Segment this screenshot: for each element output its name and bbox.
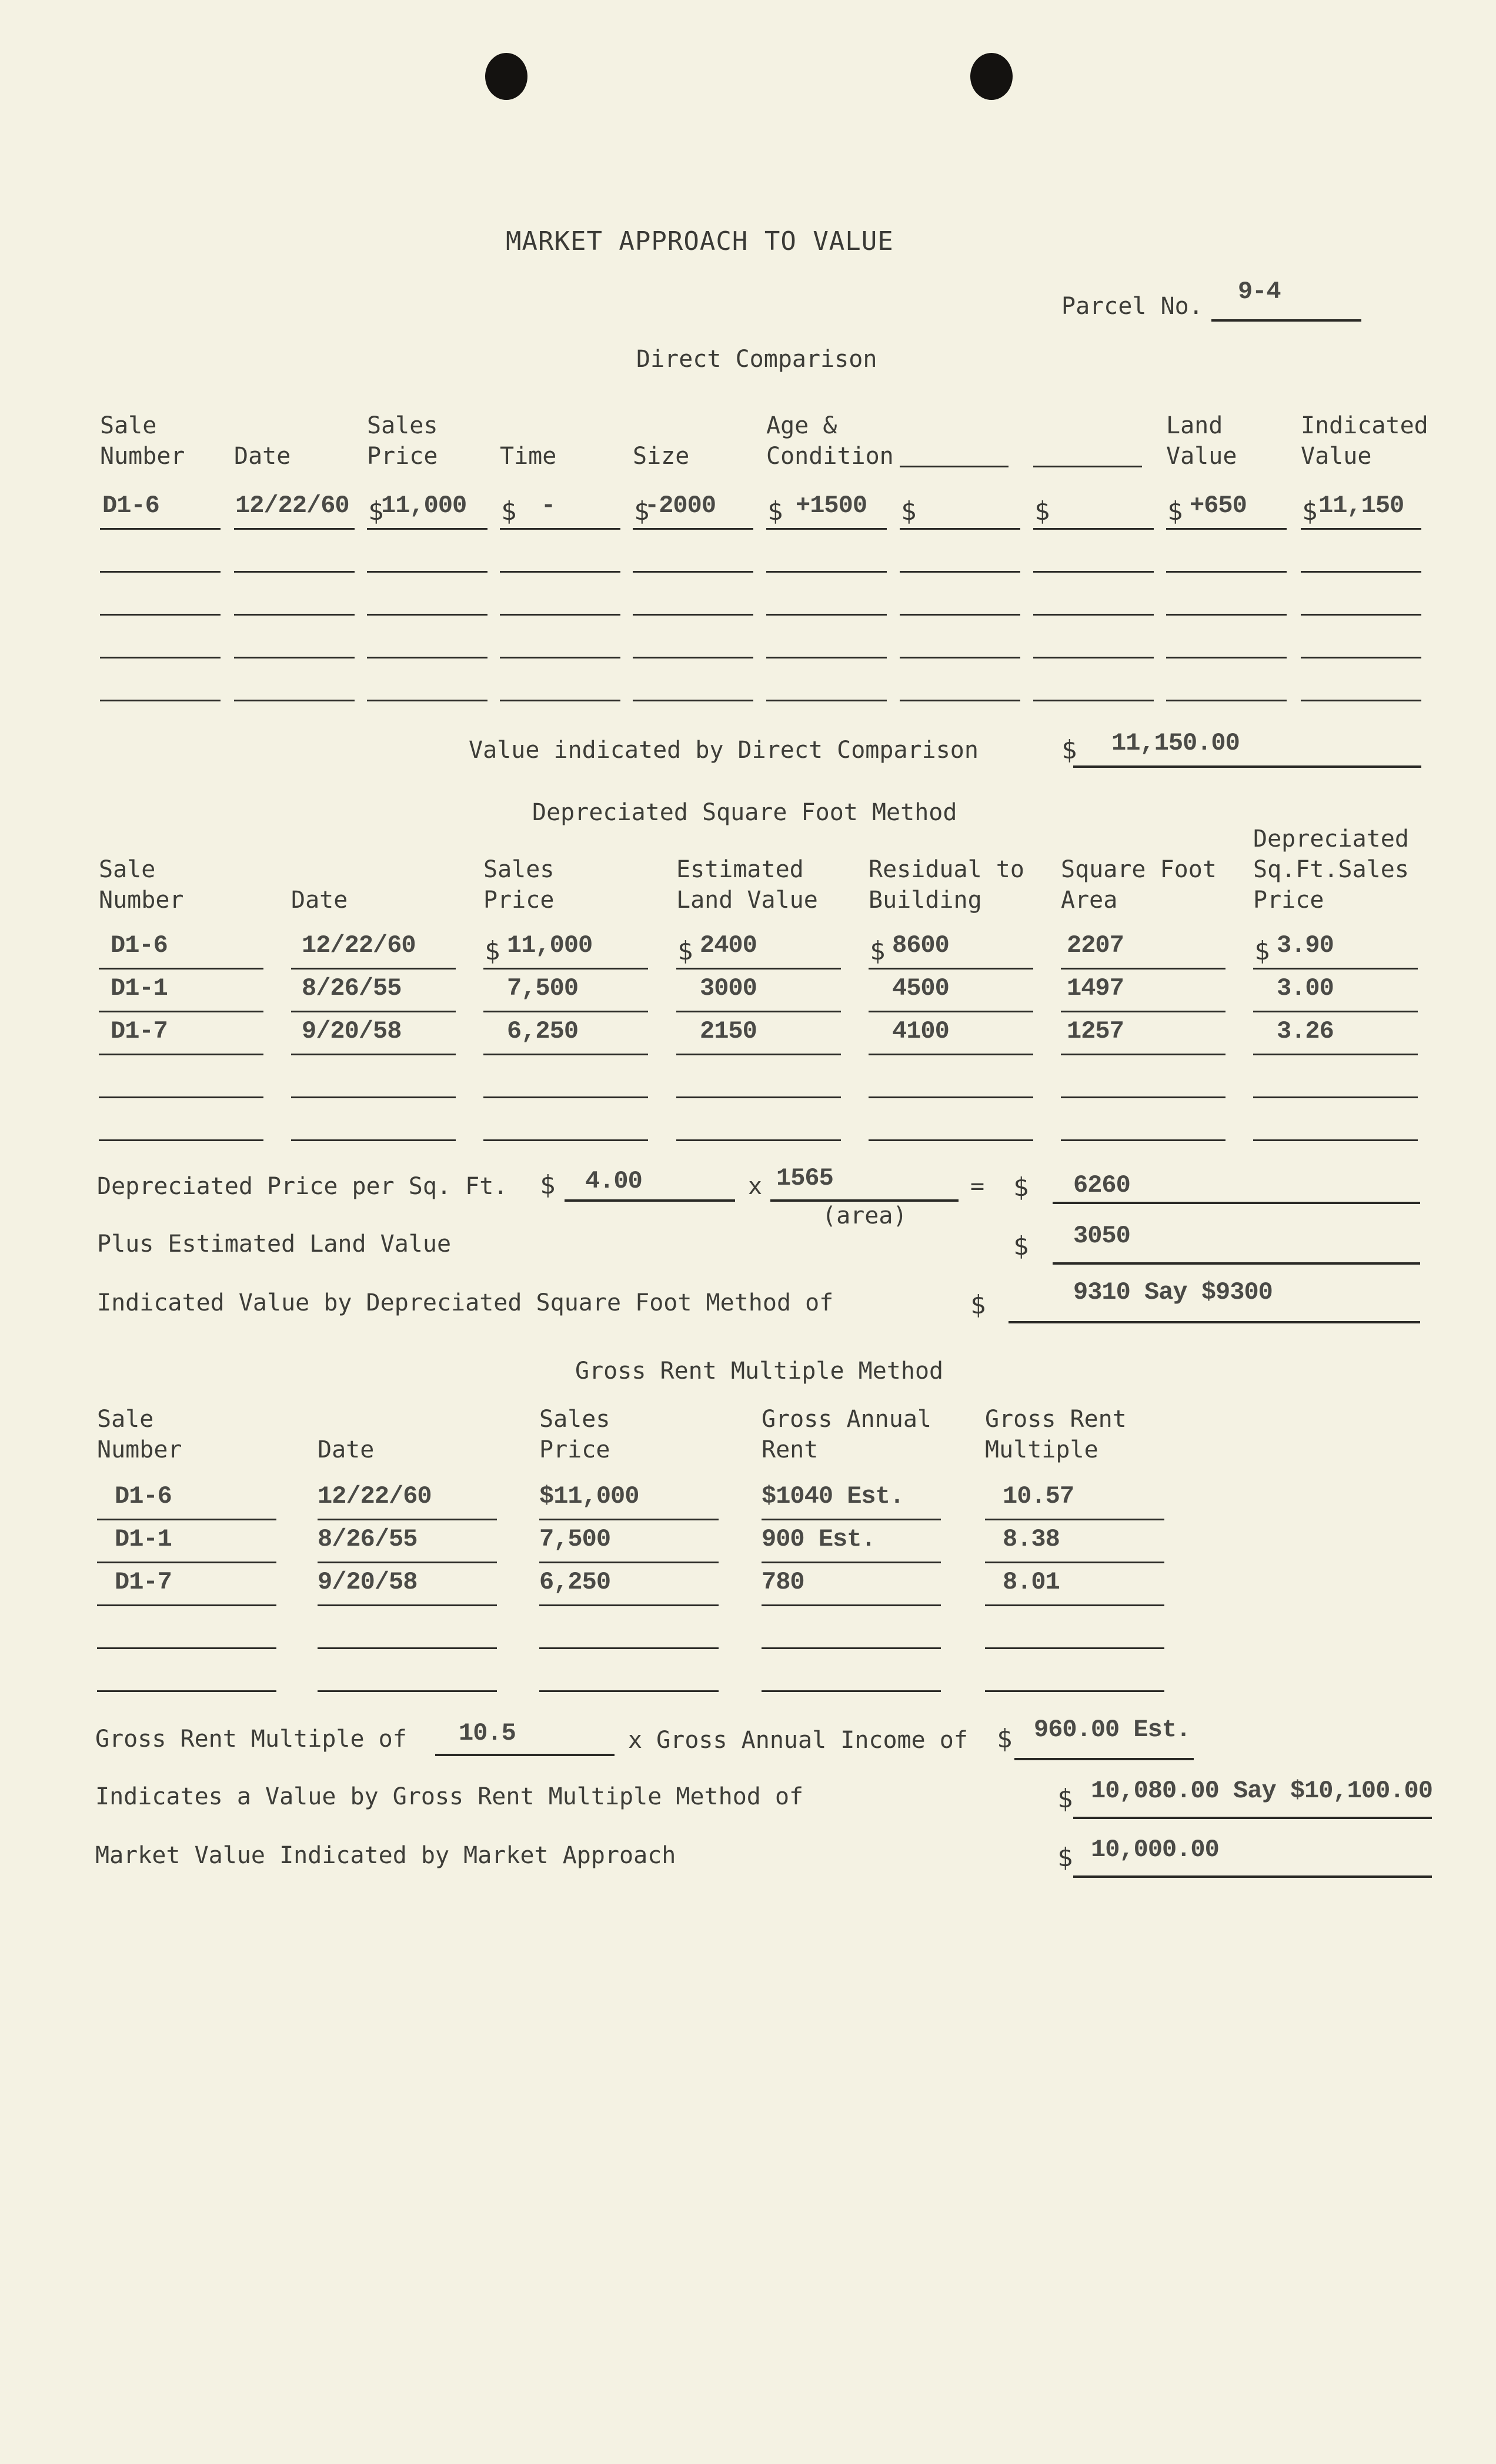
price-per-sqft-underline (565, 1199, 735, 1202)
row-underline (1166, 700, 1287, 701)
row-underline (869, 968, 1033, 969)
row-underline (900, 571, 1020, 573)
row-underline (539, 1562, 719, 1563)
row-underline (900, 528, 1020, 530)
column-header: Number (99, 887, 184, 914)
row-underline (1253, 1139, 1418, 1141)
column-header: Price (1253, 887, 1324, 914)
product-underline (1053, 1202, 1420, 1204)
row-underline (291, 1096, 456, 1098)
row-underline (900, 700, 1020, 701)
parcel-label: Parcel No. (1061, 293, 1203, 320)
column-header: Number (100, 443, 185, 470)
table-cell: 11,000 (507, 931, 593, 959)
dollar-sign: $ (901, 496, 917, 526)
row-underline (291, 1139, 456, 1141)
column-header: Value (1166, 443, 1237, 470)
row-underline (1033, 528, 1154, 530)
row-underline (500, 614, 620, 616)
row-underline (1253, 1011, 1418, 1012)
column-header: Building (869, 887, 982, 914)
table-cell: D1-6 (102, 492, 159, 520)
column-header: Gross Annual (762, 1406, 931, 1433)
column-header: Time (500, 443, 557, 470)
table-cell: D1-1 (111, 974, 168, 1002)
column-header: Date (291, 887, 348, 914)
dollar-sign: $ (970, 1290, 986, 1320)
column-header: Price (367, 443, 438, 470)
price-per-sqft-label: Depreciated Price per Sq. Ft. (97, 1173, 508, 1200)
indicates-value: 10,080.00 Say $10,100.00 (1091, 1777, 1432, 1805)
row-underline (1253, 1096, 1418, 1098)
table-cell: 11,150 (1318, 492, 1404, 520)
row-underline (318, 1604, 497, 1606)
row-underline (99, 1139, 263, 1141)
row-underline (99, 1011, 263, 1012)
indicates-value-underline (1073, 1817, 1432, 1819)
table-cell: 7,500 (507, 974, 579, 1002)
row-underline (97, 1562, 276, 1563)
table-cell: 9/20/58 (318, 1568, 418, 1596)
row-underline (869, 1096, 1033, 1098)
parcel-underline (1211, 319, 1361, 322)
row-underline (539, 1690, 719, 1692)
table-cell: +1500 (796, 492, 867, 520)
area-value: 1565 (776, 1164, 833, 1192)
table-cell: 8.38 (1003, 1525, 1060, 1553)
indicates-value-label: Indicates a Value by Gross Rent Multiple Method of (95, 1783, 804, 1810)
row-underline (676, 968, 841, 969)
row-underline (367, 571, 487, 573)
table-cell: 12/22/60 (302, 931, 416, 959)
indicated-sqft-label: Indicated Value by Depreciated Square Foot Method of (97, 1289, 834, 1316)
table-cell: D1-6 (111, 931, 168, 959)
table-cell: 8/26/55 (318, 1525, 418, 1553)
row-underline (869, 1054, 1033, 1055)
page-title: MARKET APPROACH TO VALUE (506, 226, 894, 256)
dollar-sign: $ (485, 936, 500, 966)
row-underline (367, 614, 487, 616)
row-underline (1301, 614, 1421, 616)
column-header: Indicated (1301, 412, 1428, 439)
dollar-sign: $ (501, 496, 517, 526)
blank-header-line (900, 466, 1009, 467)
table-cell: +650 (1190, 492, 1247, 520)
row-underline (762, 1690, 941, 1692)
row-underline (985, 1690, 1164, 1692)
row-underline (500, 528, 620, 530)
row-underline (291, 1011, 456, 1012)
table-cell: $1040 Est. (762, 1482, 904, 1510)
row-underline (985, 1604, 1164, 1606)
row-underline (985, 1647, 1164, 1649)
row-underline (483, 968, 648, 969)
column-header: Sale (99, 856, 156, 883)
column-header: Condition (766, 443, 894, 470)
table-cell: 4500 (892, 974, 949, 1002)
table-cell: 8/26/55 (302, 974, 402, 1002)
direct-comparison-heading: Direct Comparison (636, 346, 877, 373)
dollar-sign: $ (1057, 1784, 1073, 1814)
row-underline (291, 968, 456, 969)
dollar-sign: $ (677, 936, 693, 966)
table-cell: 2207 (1067, 931, 1124, 959)
dollar-sign: $ (1034, 496, 1050, 526)
column-header: Square Foot (1061, 856, 1217, 883)
row-underline (676, 1011, 841, 1012)
dc-result-label: Value indicated by Direct Comparison (469, 737, 979, 764)
indicated-sqft-value: 9310 Say $9300 (1073, 1278, 1273, 1306)
row-underline (234, 614, 355, 616)
table-cell: 10.57 (1003, 1482, 1074, 1510)
row-underline (1033, 657, 1154, 658)
column-header: Sales (483, 856, 555, 883)
dollar-sign: $ (1302, 496, 1318, 526)
row-underline (367, 657, 487, 658)
column-header: Date (234, 443, 291, 470)
table-cell: D1-1 (115, 1525, 172, 1553)
row-underline (500, 571, 620, 573)
row-underline (100, 700, 221, 701)
column-header: Size (633, 443, 690, 470)
row-underline (483, 1011, 648, 1012)
column-header: Estimated (676, 856, 804, 883)
row-underline (1253, 968, 1418, 969)
row-underline (234, 528, 355, 530)
market-value-label: Market Value Indicated by Market Approach (95, 1842, 676, 1869)
gross-rent-multiple-underline (435, 1754, 615, 1756)
row-underline (97, 1604, 276, 1606)
table-cell: 2400 (700, 931, 757, 959)
row-underline (766, 657, 887, 658)
row-underline (483, 1139, 648, 1141)
row-underline (318, 1562, 497, 1563)
row-underline (985, 1562, 1164, 1563)
row-underline (97, 1690, 276, 1692)
table-cell: 3000 (700, 974, 757, 1002)
row-underline (762, 1604, 941, 1606)
row-underline (633, 700, 753, 701)
table-cell: -2000 (645, 492, 716, 520)
row-underline (676, 1054, 841, 1055)
times-sign: x (748, 1173, 763, 1200)
indicated-sqft-underline (1009, 1321, 1420, 1323)
table-cell: 900 Est. (762, 1525, 876, 1553)
dollar-sign: $ (1254, 936, 1270, 966)
column-header: Sq.Ft.Sales (1253, 856, 1409, 883)
row-underline (766, 700, 887, 701)
column-header: Date (318, 1436, 375, 1463)
table-cell: 3.90 (1277, 931, 1334, 959)
row-underline (234, 571, 355, 573)
row-underline (1061, 1011, 1225, 1012)
dollar-sign: $ (368, 496, 384, 526)
gross-rent-heading: Gross Rent Multiple Method (575, 1358, 944, 1385)
row-underline (99, 1096, 263, 1098)
row-underline (1166, 614, 1287, 616)
row-underline (483, 1096, 648, 1098)
dollar-sign: $ (1061, 735, 1077, 765)
row-underline (1166, 657, 1287, 658)
row-underline (1301, 571, 1421, 573)
row-underline (100, 614, 221, 616)
table-cell: 780 (762, 1568, 804, 1596)
row-underline (633, 571, 753, 573)
dollar-sign: $ (634, 496, 650, 526)
row-underline (318, 1690, 497, 1692)
column-header: Value (1301, 443, 1372, 470)
column-header: Sale (100, 412, 157, 439)
column-header: Sales (539, 1406, 610, 1433)
row-underline (676, 1096, 841, 1098)
dollar-sign: $ (1013, 1172, 1029, 1202)
table-cell: D1-6 (115, 1482, 172, 1510)
column-header: Number (97, 1436, 182, 1463)
dollar-sign: $ (1057, 1843, 1073, 1873)
row-underline (762, 1519, 941, 1520)
row-underline (1301, 657, 1421, 658)
column-header: Residual to (869, 856, 1024, 883)
row-underline (1061, 968, 1225, 969)
row-underline (1061, 1096, 1225, 1098)
equals-sign: = (970, 1173, 985, 1200)
row-underline (633, 614, 753, 616)
row-underline (97, 1519, 276, 1520)
row-underline (500, 700, 620, 701)
row-underline (766, 614, 887, 616)
row-underline (1253, 1054, 1418, 1055)
row-underline (1061, 1139, 1225, 1141)
binder-hole-right (970, 53, 1013, 100)
blank-header-line (1033, 466, 1142, 467)
row-underline (900, 614, 1020, 616)
row-underline (500, 657, 620, 658)
column-header: Price (539, 1436, 610, 1463)
row-underline (100, 528, 221, 530)
parcel-value: 9-4 (1238, 278, 1281, 306)
row-underline (97, 1647, 276, 1649)
table-cell: 8.01 (1003, 1568, 1060, 1596)
plus-land-value: 3050 (1073, 1222, 1130, 1250)
table-cell: 2150 (700, 1017, 757, 1045)
binder-hole-left (485, 53, 527, 100)
table-cell: 7,500 (539, 1525, 611, 1553)
row-underline (1033, 700, 1154, 701)
market-value: 10,000.00 (1091, 1836, 1219, 1864)
row-underline (633, 657, 753, 658)
row-underline (539, 1604, 719, 1606)
row-underline (1166, 571, 1287, 573)
column-header: Land (1166, 412, 1223, 439)
row-underline (318, 1519, 497, 1520)
column-header: Price (483, 887, 555, 914)
column-header: Area (1061, 887, 1118, 914)
table-cell: 1257 (1067, 1017, 1124, 1045)
table-cell: 3.26 (1277, 1017, 1334, 1045)
row-underline (869, 1011, 1033, 1012)
gross-rent-multiple-value: 10.5 (459, 1719, 516, 1747)
row-underline (539, 1519, 719, 1520)
gross-income-label: x Gross Annual Income of (628, 1727, 968, 1754)
table-cell: 4100 (892, 1017, 949, 1045)
table-cell: D1-7 (111, 1017, 168, 1045)
row-underline (869, 1139, 1033, 1141)
table-cell: 9/20/58 (302, 1017, 402, 1045)
area-label: (area) (822, 1202, 907, 1229)
column-header: Age & (766, 412, 837, 439)
row-underline (99, 1054, 263, 1055)
row-underline (766, 528, 887, 530)
row-underline (1033, 614, 1154, 616)
table-cell: 3.00 (1277, 974, 1334, 1002)
row-underline (1033, 571, 1154, 573)
table-cell: 11,000 (381, 492, 467, 520)
row-underline (762, 1562, 941, 1563)
row-underline (633, 528, 753, 530)
gross-rent-multiple-label: Gross Rent Multiple of (95, 1726, 407, 1753)
row-underline (367, 528, 487, 530)
table-cell: 12/22/60 (318, 1482, 432, 1510)
row-underline (318, 1647, 497, 1649)
row-underline (1061, 1054, 1225, 1055)
dollar-sign: $ (997, 1724, 1013, 1754)
table-cell: D1-7 (115, 1568, 172, 1596)
row-underline (762, 1647, 941, 1649)
row-underline (367, 700, 487, 701)
depreciated-sqft-heading: Depreciated Square Foot Method (532, 799, 957, 826)
table-cell: 6,250 (539, 1568, 611, 1596)
product-value: 6260 (1073, 1171, 1130, 1199)
gross-income-underline (1014, 1758, 1194, 1760)
row-underline (99, 968, 263, 969)
plus-land-label: Plus Estimated Land Value (97, 1231, 452, 1258)
table-cell: $11,000 (539, 1482, 639, 1510)
dollar-sign: $ (1013, 1231, 1029, 1261)
column-header: Multiple (985, 1436, 1098, 1463)
dollar-sign: $ (1167, 496, 1183, 526)
column-header: Land Value (676, 887, 818, 914)
table-cell: 12/22/60 (235, 492, 349, 520)
row-underline (676, 1139, 841, 1141)
gross-income-value: 960.00 Est. (1034, 1716, 1191, 1744)
table-cell: 8600 (892, 931, 949, 959)
row-underline (1301, 700, 1421, 701)
row-underline (234, 657, 355, 658)
dollar-sign: $ (540, 1170, 556, 1200)
row-underline (1166, 528, 1287, 530)
dc-result-underline (1073, 765, 1421, 768)
row-underline (900, 657, 1020, 658)
row-underline (100, 571, 221, 573)
row-underline (100, 657, 221, 658)
dollar-sign: $ (767, 496, 783, 526)
row-underline (483, 1054, 648, 1055)
row-underline (539, 1647, 719, 1649)
table-cell: - (541, 492, 556, 520)
row-underline (1301, 528, 1421, 530)
row-underline (234, 700, 355, 701)
column-header: Sale (97, 1406, 154, 1433)
table-cell: 1497 (1067, 974, 1124, 1002)
dollar-sign: $ (870, 936, 886, 966)
dc-result-value: 11,150.00 (1111, 729, 1240, 757)
market-value-underline (1073, 1875, 1432, 1878)
row-underline (985, 1519, 1164, 1520)
plus-land-underline (1053, 1262, 1420, 1265)
row-underline (291, 1054, 456, 1055)
column-header: Rent (762, 1436, 819, 1463)
price-per-sqft-value: 4.00 (585, 1167, 642, 1195)
row-underline (766, 571, 887, 573)
column-header: Depreciated (1253, 825, 1409, 852)
column-header: Gross Rent (985, 1406, 1127, 1433)
table-cell: 6,250 (507, 1017, 579, 1045)
column-header: Sales (367, 412, 438, 439)
